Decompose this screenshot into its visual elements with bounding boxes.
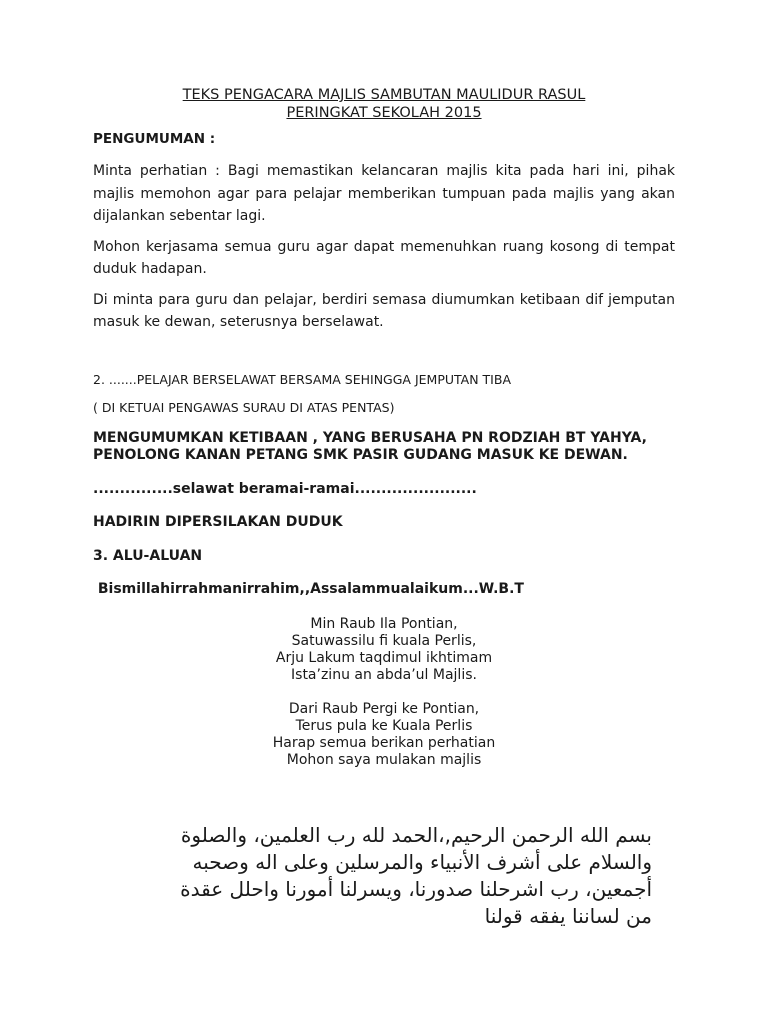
arabic-line: أجمعين، رب اشرحلنا صدورنا، ويسرلنا أمورنا واحلل عقدة bbox=[180, 877, 652, 901]
poem-malay-transliteration bbox=[93, 616, 675, 684]
poem-line: Satuwassilu fi kuala Perlis, bbox=[291, 632, 477, 649]
arabic-line: من لساننا يفقه قولنا bbox=[484, 904, 652, 928]
paragraph-stand: Di minta para guru dan pelajar, berdiri semasa diumumkan ketibaan dif jemputan masuk ke dewan, seterusnya berselawat. bbox=[93, 291, 675, 330]
poem-line: Dari Raub Pergi ke Pontian, bbox=[288, 700, 480, 717]
poem-line: Terus pula ke Kuala Perlis bbox=[295, 717, 473, 734]
document-page bbox=[93, 86, 675, 769]
poem-line: Mohon saya mulakan majlis bbox=[286, 751, 482, 768]
greeting-line: Bismillahirrahmanirrahim,,Assalammualaikum...W.B.T bbox=[93, 581, 524, 597]
arabic-opening-prayer bbox=[92, 822, 652, 930]
poem-malay bbox=[93, 701, 675, 769]
document-title bbox=[93, 86, 675, 122]
item-2-note: ( DI KETUAI PENGAWAS SURAU DI ATAS PENTAS) bbox=[93, 399, 395, 415]
arabic-line: بسم الله الرحمن الرحيم,،الحمد لله رب العلمين، والصلوة bbox=[180, 823, 652, 847]
title-line-1: TEKS PENGACARA MAJLIS SAMBUTAN MAULIDUR RASUL bbox=[182, 87, 586, 103]
poem-line: Min Raub Ila Pontian, bbox=[310, 615, 458, 632]
paragraph-cooperation: Mohon kerjasama semua guru agar dapat memenuhkan ruang kosong di tempat duduk hadapan. bbox=[93, 238, 675, 277]
selawat-line: ...............selawat beramai-ramai....................... bbox=[93, 480, 477, 497]
poem-line: Arju Lakum taqdimul ikhtimam bbox=[275, 649, 493, 666]
poem-line: Harap semua berikan perhatian bbox=[272, 734, 496, 751]
announcement-label: PENGUMUMAN : bbox=[93, 131, 216, 147]
arabic-line: والسلام على أشرف الأنبياء والمرسلين وعلى اله وصحبه bbox=[192, 850, 652, 874]
poem-line: Ista’zinu an abda’ul Majlis. bbox=[291, 666, 477, 683]
item-2-selawat: 2. .......PELAJAR BERSELAWAT BERSAMA SEHINGGA JEMPUTAN TIBA bbox=[93, 371, 511, 387]
item-3-welcome: 3. ALU-ALUAN bbox=[93, 547, 203, 564]
arrival-announcement: MENGUMUMKAN KETIBAAN , YANG BERUSAHA PN RODZIAH BT YAHYA, PENOLONG KANAN PETANG SMK PASIR GUDANG MASUK KE DEWAN. bbox=[93, 429, 647, 463]
title-line-2: PERINGKAT SEKOLAH 2015 bbox=[286, 105, 482, 121]
paragraph-attention: Minta perhatian : Bagi memastikan kelancaran majlis kita pada hari ini, pihak majlis memohon agar para pelajar memberikan tumpuan pada majlis yang akan dijalankan sebentar lagi. bbox=[93, 163, 675, 224]
seated-instruction: HADIRIN DIPERSILAKAN DUDUK bbox=[93, 514, 343, 530]
